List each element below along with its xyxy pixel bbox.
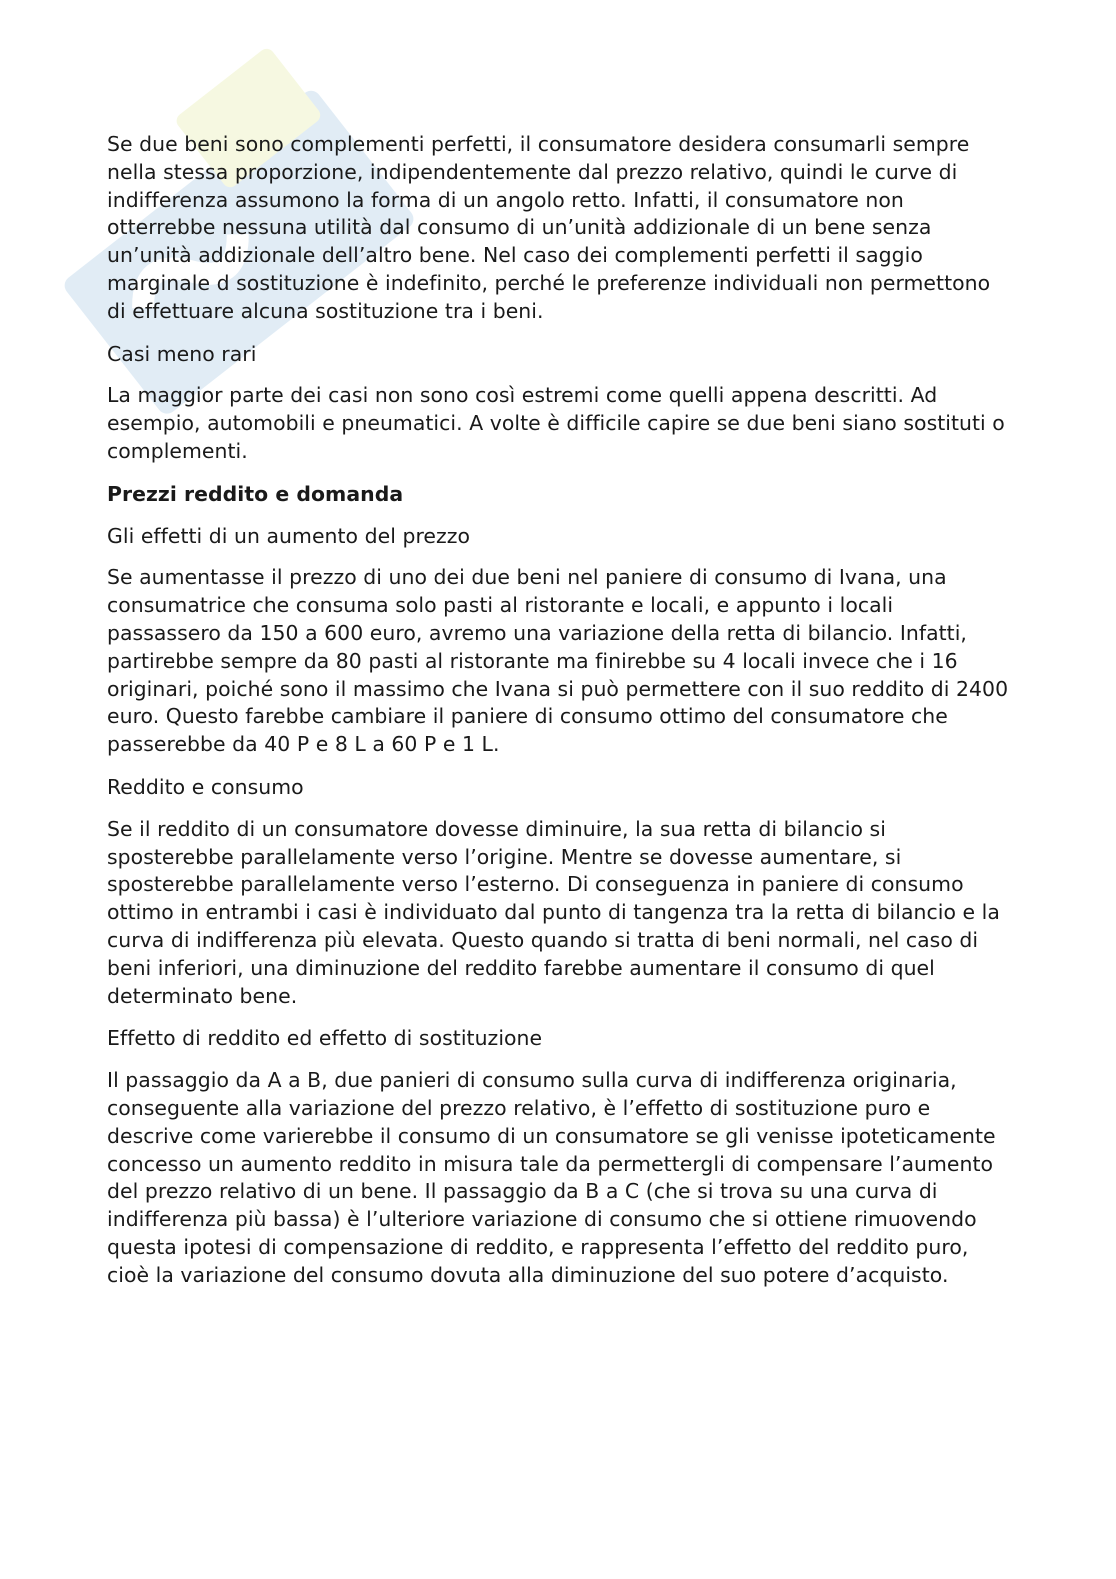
section-label-reddito-consumo: Reddito e consumo	[107, 774, 304, 799]
section-label-aumento-prezzo: Gli effetti di un aumento del prezzo	[107, 523, 471, 548]
paragraph-effetto-reddito-sostituzione: Il passaggio da A a B, due panieri di consumo sulla curva di indifferenza originaria, conseguente alla variazione del prezzo relativo, è l’effetto di sostituzione puro e descrive come varierebbe il consumo di un consumatore se gli venisse ipoteticamente concesso un aumento reddito in misura tale da permettergli di compensare l’aumento del prezzo relativo di un bene. Il passaggio da B a C (che si trova su una curva di indifferenza più bassa) è l’ulteriore variazione di consumo che si ottiene rimuovendo questa ipotesi di compensazione di reddito, e rappresenta l’effetto del reddito puro, cioè la variazione del consumo dovuta alla diminuzione del suo potere d’acquisto.	[107, 1068, 996, 1287]
paragraph-reddito-consumo: Se il reddito di un consumatore dovesse diminuire, la sua retta di bilancio si sposterebbe parallelamente verso l’origine. Mentre se dovesse aumentare, si sposterebbe parallelamente verso l’esterno. Di conseguenza in paniere di consumo ottimo in entrambi i casi è individuato dal punto di tangenza tra la retta di bilancio e la curva di indifferenza più elevata. Questo quando si tratta di beni normali, nel caso di beni inferiori, una diminuzione del reddito farebbe aumentare il consumo di quel determinato bene.	[107, 816, 1000, 1008]
paragraph-complementi-perfetti: Se due beni sono complementi perfetti, il consumatore desidera consumarli sempre nella stessa proporzione, indipendentemente dal prezzo relativo, quindi le curve di indifferenza assumono la forma di un angolo retto. Infatti, il consumatore non otterrebbe nessuna utilità dal consumo di un’unità addizionale di un bene senza un’unità addizionale dell’altro bene. Nel caso dei complementi perfetti il saggio marginale d sostituzione è indefinito, perché le preferenze individuali non permettono di effettuare alcuna sostituzione tra i beni.	[107, 132, 991, 323]
paragraph-aumento-prezzo: Se aumentasse il prezzo di uno dei due beni nel paniere di consumo di Ivana, una consumatrice che consuma solo pasti al ristorante e locali, e appunto i locali passassero da 150 a 600 euro, avremo una variazione della retta di bilancio. Infatti, partirebbe sempre da 80 pasti al ristorante ma finirebbe su 4 locali invece che i 16 originari, poiché sono il massimo che Ivana si può permettere con il suo reddito di 2400 euro. Questo farebbe cambiare il paniere di consumo ottimo del consumatore che passerebbe da 40 P e 8 L a 60 P e 1 L.	[107, 565, 1009, 757]
paragraph-casi-meno-rari: La maggior parte dei casi non sono così estremi come quelli appena descritti. Ad esempio, automobili e pneumatici. A volte è difficile capire se due beni siano sostituti o complementi.	[107, 383, 1005, 463]
heading-prezzi-reddito-domanda: Prezzi reddito e domanda	[107, 481, 404, 506]
section-label-effetto-reddito-sostituzione: Effetto di reddito ed effetto di sostituzione	[107, 1026, 543, 1051]
document-page	[107, 131, 1012, 1304]
section-label-casi-meno-rari: Casi meno rari	[107, 341, 257, 366]
